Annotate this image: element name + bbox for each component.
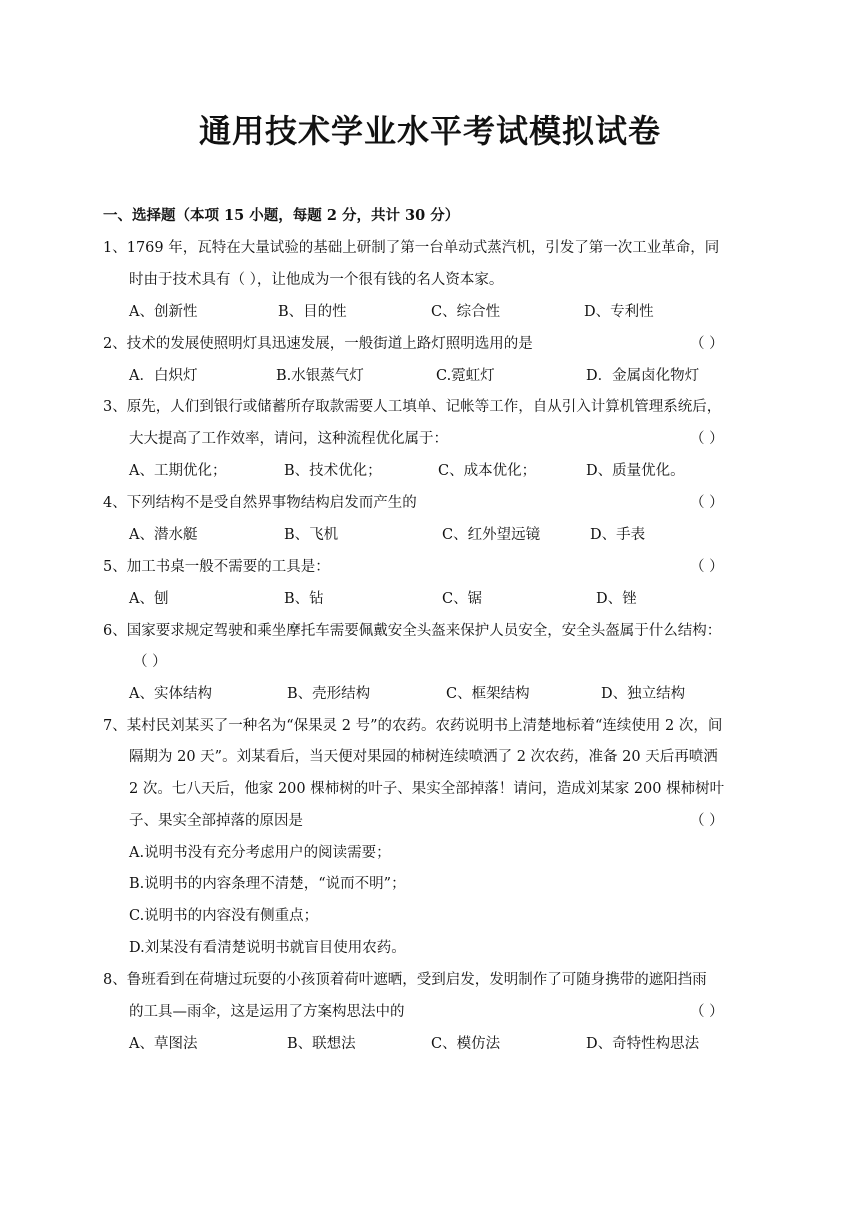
question-1-text-line-2: 时由于技术具有（ ），让他成为一个很有钱的名人资本家。 bbox=[129, 272, 504, 288]
question-1-option-c[interactable]: C、综合性 bbox=[431, 304, 501, 320]
question-1-option-d[interactable]: D、专利性 bbox=[584, 304, 654, 320]
question-8-option-d[interactable]: D、奇特性构思法 bbox=[586, 1036, 700, 1052]
question-5-option-d[interactable]: D、锉 bbox=[596, 591, 637, 607]
question-6-answer-blank[interactable]: （ ） bbox=[133, 654, 167, 670]
question-3-text-line-1: 3、原先，人们到银行或储蓄所存取款需要人工填单、记帐等工作，自从引入计算机管理系统后， bbox=[103, 399, 722, 415]
question-4-text-line-1: 4、下列结构不是受自然界事物结构启发而产生的 bbox=[103, 495, 417, 511]
question-1-option-b[interactable]: B、目的性 bbox=[278, 304, 347, 320]
question-1-option-a[interactable]: A、创新性 bbox=[129, 304, 198, 320]
question-2-option-b[interactable]: B.水银蒸气灯 bbox=[276, 368, 364, 384]
question-7-answer-blank[interactable]: （ ） bbox=[690, 813, 724, 829]
question-5-option-b[interactable]: B、钻 bbox=[284, 591, 324, 607]
question-3-answer-blank[interactable]: （ ） bbox=[690, 431, 724, 447]
question-3-option-c[interactable]: C、成本优化； bbox=[438, 463, 537, 479]
question-3-option-a[interactable]: A、工期优化； bbox=[129, 463, 227, 479]
question-8-text-line-2: 的工具—雨伞，这是运用了方案构思法中的 bbox=[129, 1004, 405, 1020]
question-6-text-line-1: 6、国家要求规定驾驶和乘坐摩托车需要佩戴安全头盔来保护人员安全，安全头盔属于什么结构： bbox=[103, 623, 722, 639]
question-4-option-d[interactable]: D、手表 bbox=[590, 527, 646, 543]
question-5-option-c[interactable]: C、锯 bbox=[442, 591, 483, 607]
question-3-option-b[interactable]: B、技术优化； bbox=[284, 463, 382, 479]
question-2-answer-blank[interactable]: （ ） bbox=[690, 336, 724, 352]
question-7-text-line-3: 2 次。七八天后，他家 200 棵柿树的叶子、果实全部掉落！请问，造成刘某家 200 棵柿树叶 bbox=[129, 781, 725, 797]
question-7-option-d[interactable]: D.刘某没有看清楚说明书就盲目使用农药。 bbox=[129, 940, 406, 956]
exam-title: 通用技术学业水平考试模拟试卷 bbox=[198, 112, 661, 150]
question-7-text-line-4: 子、果实全部掉落的原因是 bbox=[129, 813, 303, 829]
question-3-text-line-2: 大大提高了工作效率，请问，这种流程优化属于： bbox=[129, 431, 448, 447]
question-8-answer-blank[interactable]: （ ） bbox=[690, 1004, 724, 1020]
question-5-answer-blank[interactable]: （ ） bbox=[690, 559, 724, 575]
question-2-option-c[interactable]: C.霓虹灯 bbox=[436, 368, 495, 384]
question-8-text-line-1: 8、鲁班看到在荷塘过玩耍的小孩顶着荷叶遮晒，受到启发，发明制作了可随身携带的遮阳挡雨 bbox=[103, 972, 707, 988]
question-8-option-c[interactable]: C、模仿法 bbox=[431, 1036, 501, 1052]
question-2-option-a[interactable]: A．白炽灯 bbox=[129, 368, 198, 384]
question-5-text-line-1: 5、加工书桌一般不需要的工具是： bbox=[103, 559, 330, 575]
question-6-option-c[interactable]: C、框架结构 bbox=[446, 686, 530, 702]
question-1-text-line-1: 1、1769 年，瓦特在大量试验的基础上研制了第一台单动式蒸汽机，引发了第一次工业革命，同 bbox=[103, 240, 720, 256]
question-7-option-b[interactable]: B.说明书的内容条理不清楚，“说而不明”； bbox=[129, 876, 406, 892]
section-heading: 一、选择题（本项 15 小题，每题 2 分，共计 30 分） bbox=[103, 207, 460, 224]
question-4-option-a[interactable]: A、潜水艇 bbox=[129, 527, 198, 543]
question-2-option-d[interactable]: D．金属卤化物灯 bbox=[586, 368, 700, 384]
question-8-option-b[interactable]: B、联想法 bbox=[287, 1036, 356, 1052]
question-6-option-d[interactable]: D、独立结构 bbox=[601, 686, 686, 702]
question-4-answer-blank[interactable]: （ ） bbox=[690, 495, 724, 511]
question-7-text-line-1: 7、某村民刘某买了一种名为“保果灵 2 号”的农药。农药说明书上清楚地标着“连续使用 2 次，间 bbox=[103, 718, 723, 734]
question-8-option-a[interactable]: A、草图法 bbox=[129, 1036, 198, 1052]
question-7-text-line-2: 隔期为 20 天”。刘某看后，当天便对果园的柿树连续喷洒了 2 次农药，准备 20 天后再喷洒 bbox=[129, 749, 718, 765]
question-2-text-line-1: 2、技术的发展使照明灯具迅速发展，一般街道上路灯照明选用的是 bbox=[103, 336, 533, 352]
question-4-option-b[interactable]: B、飞机 bbox=[284, 527, 339, 543]
question-4-option-c[interactable]: C、红外望远镜 bbox=[442, 527, 541, 543]
question-7-option-a[interactable]: A.说明书没有充分考虑用户的阅读需要； bbox=[129, 845, 391, 861]
question-7-option-c[interactable]: C.说明书的内容没有侧重点； bbox=[129, 908, 319, 924]
question-3-option-d[interactable]: D、质量优化。 bbox=[586, 463, 685, 479]
question-6-option-a[interactable]: A、实体结构 bbox=[129, 686, 212, 702]
question-5-option-a[interactable]: A、刨 bbox=[129, 591, 169, 607]
question-6-option-b[interactable]: B、壳形结构 bbox=[287, 686, 371, 702]
